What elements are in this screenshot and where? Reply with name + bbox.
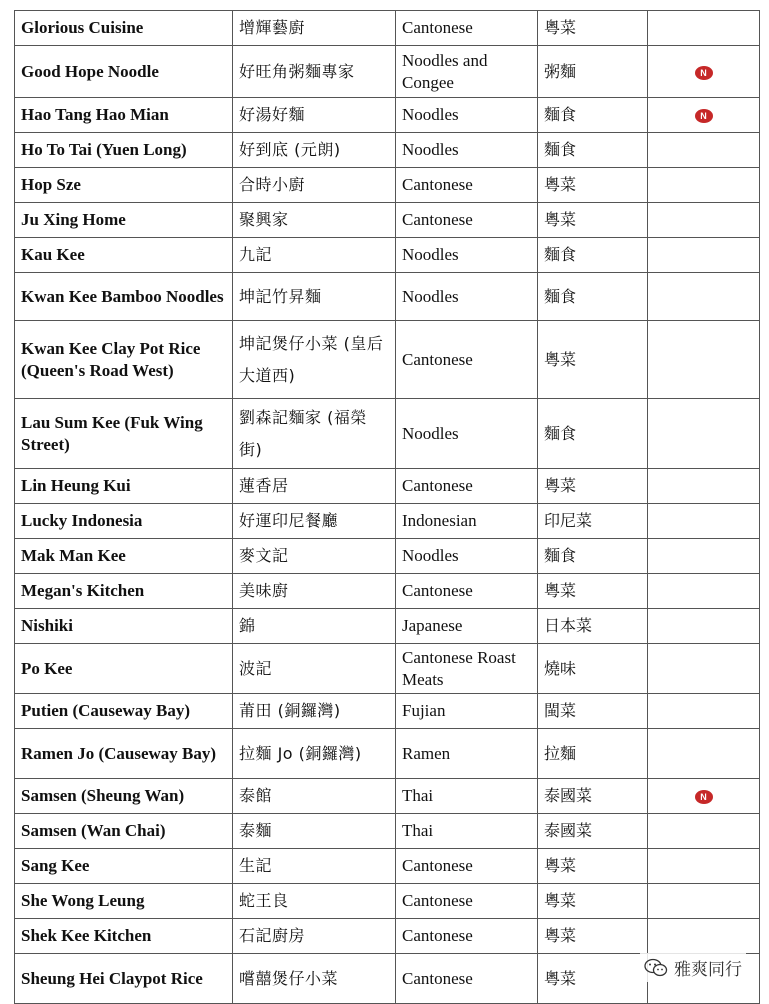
table-row xyxy=(15,694,760,729)
table-row xyxy=(15,729,760,779)
cuisine-type-cn: 麵食 xyxy=(538,98,648,133)
new-marker-cell xyxy=(648,609,760,644)
restaurant-name: Shek Kee Kitchen xyxy=(15,919,233,954)
cuisine-type: Cantonese xyxy=(396,321,538,399)
new-marker-cell xyxy=(648,644,760,694)
table-row xyxy=(15,133,760,168)
restaurant-name: Kau Kee xyxy=(15,238,233,273)
cuisine-type-cn: 粵菜 xyxy=(538,321,648,399)
table-row xyxy=(15,919,760,954)
new-marker-cell xyxy=(648,694,760,729)
cuisine-type: Cantonese xyxy=(396,469,538,504)
restaurant-name-cn: 美味廚 xyxy=(233,574,396,609)
restaurant-name: Ju Xing Home xyxy=(15,203,233,238)
new-marker-cell xyxy=(648,814,760,849)
cuisine-type-cn: 日本菜 xyxy=(538,609,648,644)
cuisine-type: Thai xyxy=(396,814,538,849)
new-marker-cell xyxy=(648,11,760,46)
restaurant-name-cn: 拉麵 Jo (銅鑼灣) xyxy=(233,729,396,779)
restaurant-name-cn: 九記 xyxy=(233,238,396,273)
cuisine-type: Cantonese xyxy=(396,954,538,1004)
cuisine-type-cn: 麵食 xyxy=(538,399,648,469)
cuisine-type-cn: 閩菜 xyxy=(538,694,648,729)
restaurant-name: She Wong Leung xyxy=(15,884,233,919)
restaurant-name-cn: 好湯好麵 xyxy=(233,98,396,133)
cuisine-type: Cantonese xyxy=(396,884,538,919)
restaurant-name-cn: 坤記竹昇麵 xyxy=(233,273,396,321)
new-marker-cell xyxy=(648,273,760,321)
new-marker-cell xyxy=(648,238,760,273)
cuisine-type-cn: 麵食 xyxy=(538,133,648,168)
cuisine-type: Cantonese Roast Meats xyxy=(396,644,538,694)
restaurant-table-body xyxy=(15,11,760,1004)
new-marker-cell xyxy=(648,46,760,98)
restaurant-name-cn: 麥文記 xyxy=(233,539,396,574)
table-row xyxy=(15,609,760,644)
cuisine-type: Noodles xyxy=(396,98,538,133)
cuisine-type-cn: 粵菜 xyxy=(538,11,648,46)
cuisine-type: Noodles xyxy=(396,133,538,168)
new-marker-cell xyxy=(648,539,760,574)
table-row xyxy=(15,238,760,273)
cuisine-type: Cantonese xyxy=(396,168,538,203)
new-marker-cell xyxy=(648,399,760,469)
cuisine-type: Noodles xyxy=(396,399,538,469)
restaurant-name-cn: 好運印尼餐廳 xyxy=(233,504,396,539)
cuisine-type-cn: 印尼菜 xyxy=(538,504,648,539)
table-row xyxy=(15,11,760,46)
new-marker-cell xyxy=(648,203,760,238)
cuisine-type: Ramen xyxy=(396,729,538,779)
new-marker-cell xyxy=(648,504,760,539)
new-marker-cell xyxy=(648,849,760,884)
restaurant-name-cn: 石記廚房 xyxy=(233,919,396,954)
cuisine-type-cn: 粵菜 xyxy=(538,849,648,884)
new-marker-cell xyxy=(648,321,760,399)
cuisine-type-cn: 拉麵 xyxy=(538,729,648,779)
cuisine-type-cn: 泰國菜 xyxy=(538,779,648,814)
restaurant-name-cn: 好到底 (元朗) xyxy=(233,133,396,168)
cuisine-type: Noodles xyxy=(396,273,538,321)
cuisine-type: Cantonese xyxy=(396,919,538,954)
table-row xyxy=(15,321,760,399)
restaurant-name-cn: 合時小廚 xyxy=(233,168,396,203)
restaurant-name-cn: 生記 xyxy=(233,849,396,884)
restaurant-name: Mak Man Kee xyxy=(15,539,233,574)
cuisine-type-cn: 泰國菜 xyxy=(538,814,648,849)
restaurant-name: Lin Heung Kui xyxy=(15,469,233,504)
cuisine-type: Cantonese xyxy=(396,574,538,609)
table-row xyxy=(15,539,760,574)
new-marker-cell xyxy=(648,779,760,814)
restaurant-name-cn: 泰麵 xyxy=(233,814,396,849)
restaurant-name: Megan's Kitchen xyxy=(15,574,233,609)
restaurant-name: Glorious Cuisine xyxy=(15,11,233,46)
restaurant-name: Sheung Hei Claypot Rice xyxy=(15,954,233,1004)
cuisine-type-cn: 麵食 xyxy=(538,539,648,574)
restaurant-name-cn: 泰館 xyxy=(233,779,396,814)
restaurant-name: Sang Kee xyxy=(15,849,233,884)
restaurant-name: Good Hope Noodle xyxy=(15,46,233,98)
new-marker-cell xyxy=(648,729,760,779)
table-row xyxy=(15,399,760,469)
cuisine-type: Noodles xyxy=(396,238,538,273)
cuisine-type: Noodles and Congee xyxy=(396,46,538,98)
cuisine-type-cn: 粵菜 xyxy=(538,919,648,954)
restaurant-name-cn: 莆田 (銅鑼灣) xyxy=(233,694,396,729)
restaurant-name: Putien (Causeway Bay) xyxy=(15,694,233,729)
restaurant-name: Hop Sze xyxy=(15,168,233,203)
restaurant-name: Hao Tang Hao Mian xyxy=(15,98,233,133)
table-row xyxy=(15,469,760,504)
cuisine-type: Noodles xyxy=(396,539,538,574)
restaurant-name: Nishiki xyxy=(15,609,233,644)
cuisine-type-cn: 粥麵 xyxy=(538,46,648,98)
restaurant-name-cn: 蛇王良 xyxy=(233,884,396,919)
new-marker-cell xyxy=(648,919,760,954)
restaurant-name-cn: 錦 xyxy=(233,609,396,644)
table-row xyxy=(15,849,760,884)
table-row xyxy=(15,273,760,321)
restaurant-name: Kwan Kee Clay Pot Rice (Queen's Road West) xyxy=(15,321,233,399)
cuisine-type-cn: 粵菜 xyxy=(538,168,648,203)
new-marker-cell xyxy=(648,574,760,609)
new-marker-cell xyxy=(648,168,760,203)
new-marker-cell xyxy=(648,133,760,168)
new-badge-icon: N xyxy=(695,66,713,80)
restaurant-name: Kwan Kee Bamboo Noodles xyxy=(15,273,233,321)
cuisine-type: Japanese xyxy=(396,609,538,644)
restaurant-name-cn: 嚐囍煲仔小菜 xyxy=(233,954,396,1004)
wechat-icon xyxy=(644,958,668,978)
table-row xyxy=(15,46,760,98)
table-row xyxy=(15,779,760,814)
table-row xyxy=(15,98,760,133)
cuisine-type-cn: 粵菜 xyxy=(538,469,648,504)
cuisine-type-cn: 燒味 xyxy=(538,644,648,694)
restaurant-name: Ramen Jo (Causeway Bay) xyxy=(15,729,233,779)
cuisine-type: Thai xyxy=(396,779,538,814)
table-row xyxy=(15,884,760,919)
cuisine-type-cn: 麵食 xyxy=(538,273,648,321)
restaurant-name-cn: 劉森記麵家 (福榮街) xyxy=(233,399,396,469)
restaurant-name-cn: 蓮香居 xyxy=(233,469,396,504)
cuisine-type-cn: 粵菜 xyxy=(538,954,648,1004)
new-marker-cell xyxy=(648,469,760,504)
restaurant-table xyxy=(14,10,760,1004)
cuisine-type: Fujian xyxy=(396,694,538,729)
cuisine-type: Cantonese xyxy=(396,11,538,46)
restaurant-name: Samsen (Sheung Wan) xyxy=(15,779,233,814)
restaurant-name: Po Kee xyxy=(15,644,233,694)
restaurant-name-cn: 坤記煲仔小菜 (皇后大道西) xyxy=(233,321,396,399)
cuisine-type-cn: 麵食 xyxy=(538,238,648,273)
table-row xyxy=(15,504,760,539)
restaurant-name-cn: 聚興家 xyxy=(233,203,396,238)
restaurant-name-cn: 增輝藝廚 xyxy=(233,11,396,46)
watermark-text: 雅爽同行 xyxy=(674,960,742,980)
cuisine-type: Cantonese xyxy=(396,203,538,238)
restaurant-name: Lau Sum Kee (Fuk Wing Street) xyxy=(15,399,233,469)
new-badge-icon: N xyxy=(695,790,713,804)
table-row xyxy=(15,574,760,609)
cuisine-type-cn: 粵菜 xyxy=(538,203,648,238)
table-row xyxy=(15,168,760,203)
table-row xyxy=(15,203,760,238)
cuisine-type-cn: 粵菜 xyxy=(538,884,648,919)
new-marker-cell xyxy=(648,98,760,133)
table-row xyxy=(15,644,760,694)
restaurant-name-cn: 好旺角粥麵專家 xyxy=(233,46,396,98)
new-marker-cell xyxy=(648,884,760,919)
cuisine-type: Cantonese xyxy=(396,849,538,884)
restaurant-name: Samsen (Wan Chai) xyxy=(15,814,233,849)
table-row xyxy=(15,814,760,849)
restaurant-name-cn: 波記 xyxy=(233,644,396,694)
restaurant-name: Ho To Tai (Yuen Long) xyxy=(15,133,233,168)
cuisine-type: Indonesian xyxy=(396,504,538,539)
new-badge-icon: N xyxy=(695,109,713,123)
watermark xyxy=(640,953,746,982)
cuisine-type-cn: 粵菜 xyxy=(538,574,648,609)
restaurant-name: Lucky Indonesia xyxy=(15,504,233,539)
